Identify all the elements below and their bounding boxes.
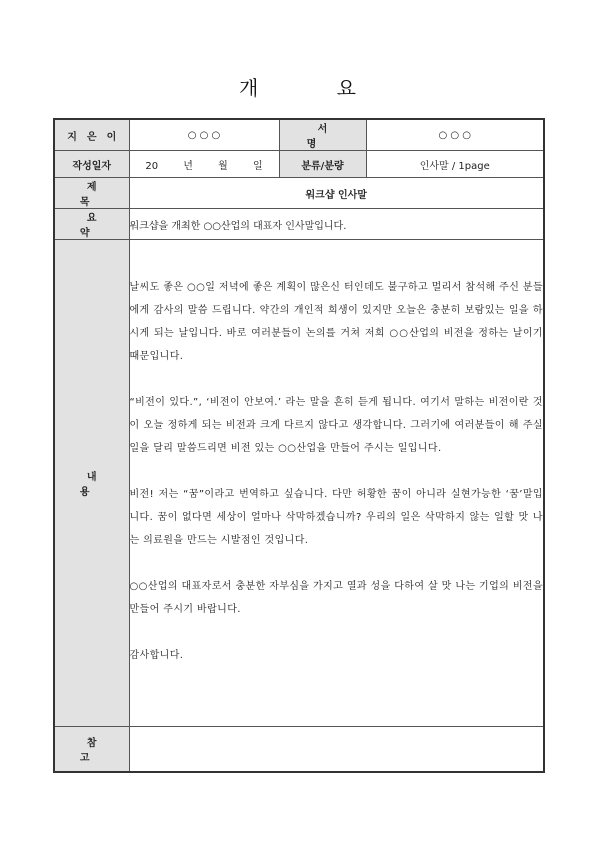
category-value: 인사말 / 1page xyxy=(366,151,544,178)
signature-label: 서 명 xyxy=(279,119,366,151)
content-paragraph: ○○산업의 대표자로서 충분한 자부심을 가지고 열과 성을 다하여 살 맛 나는 기업의 비전을 만들어 주시기 바랍니다. xyxy=(129,581,543,615)
closing-line: 감사합니다. xyxy=(129,650,184,661)
reference-value xyxy=(129,727,544,772)
content-label: 내 용 xyxy=(54,240,129,727)
title-row xyxy=(54,178,544,209)
content-paragraph: “비전이 있다.”, ‘비전이 안보여.’ 라는 말을 흔히 듣게 됩니다. 여기서 말하는 비전이란 것이 오늘 정하게 되는 비전과 크게 다르지 않다고 생각합니다. 그러기에 여러분들이 해 주실 일을 달리 말씀드리면 비전 있는 ○○산업을 만들어 주시는 일입니다. xyxy=(129,397,543,454)
overview-form xyxy=(53,118,545,773)
reference-label: 참 고 xyxy=(54,727,129,772)
reference-row xyxy=(54,727,544,772)
date-row xyxy=(54,151,544,178)
content-paragraph: 비전! 저는 “꿈”이라고 번역하고 싶습니다. 다만 허황한 꿈이 아니라 실현가능한 ‘꿈’말입니다. 꿈이 없다면 세상이 얼마나 삭막하겠습니까? 우리의 일은 삭막하지 않는 일할 맛 나는 의료원을 만드는 시발점인 것입니다. xyxy=(129,489,543,546)
summary-label: 요 약 xyxy=(54,209,129,240)
category-label: 분류/분량 xyxy=(279,151,366,178)
signature-value: ○ ○ ○ xyxy=(366,119,544,151)
author-label: 지은이 xyxy=(54,119,129,151)
author-row xyxy=(54,119,544,151)
summary-row xyxy=(54,209,544,240)
content-paragraph: 날씨도 좋은 ○○일 저녁에 좋은 계획이 많은신 터인데도 불구하고 멀리서 참석해 주신 분들에게 감사의 말씀 드립니다. 약간의 개인적 희생이 있지만 오늘은 충분히 보람있는 일을 하시게 되는 날입니다. 바로 여러분들이 논의를 거쳐 저희 ○○산업의 비전을 정하는 날이기 때문입니다. xyxy=(129,282,543,362)
content-body xyxy=(129,240,544,727)
document-title: 워크샵 인사말 xyxy=(129,178,544,209)
date-label: 작성일자 xyxy=(54,151,129,178)
page-title: 개 요 xyxy=(239,76,392,100)
title-label: 제 목 xyxy=(54,178,129,209)
content-row xyxy=(54,240,544,727)
summary-text: 워크샵을 개최한 ○○산업의 대표자 인사말입니다. xyxy=(129,209,544,240)
author-value: ○ ○ ○ xyxy=(129,119,279,151)
date-value: 20 년 월 일 xyxy=(129,151,279,178)
